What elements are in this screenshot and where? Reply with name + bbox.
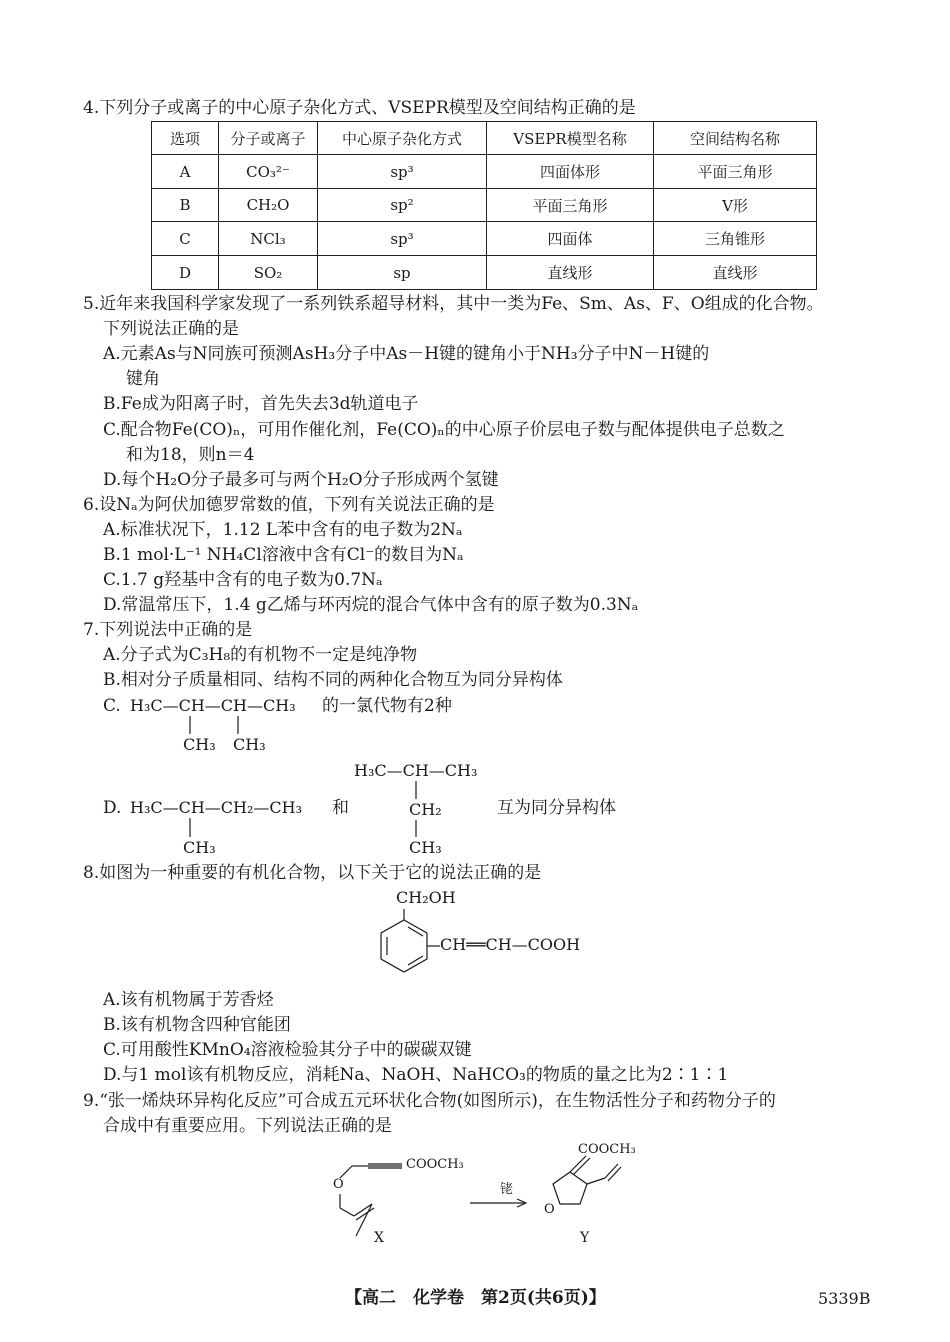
q5-stem-line1: 5.近年来我国科学家发现了一系列铁系超导材料，其中一类为Fe、Sm、As、F、O组成的化合物。 (83, 294, 824, 314)
q9-y-label: Y (580, 1230, 590, 1246)
q9-y-oxygen: O (544, 1202, 555, 1217)
q4-cell-vsepr: 四面体 (487, 222, 654, 256)
q4-cell-vsepr: 平面三角形 (487, 189, 654, 222)
q4-cell-vsepr: 直线形 (487, 256, 654, 290)
q9-y-ring (553, 1172, 587, 1204)
q4-header-option: 选项 (152, 122, 219, 155)
q4-cell-opt: B (152, 189, 219, 222)
q7-d-suffix: 互为同分异构体 (497, 798, 616, 818)
q4-header-shape: 空间结构名称 (654, 122, 817, 155)
q7-d-structure-2-top: H₃C—CH—CH₃ (354, 761, 478, 780)
q9-x-bond-chain (340, 1208, 354, 1216)
q8-option-a: A.该有机物属于芳香烃 (103, 990, 274, 1010)
q9-stem-line1: 9.“张一烯炔环异构化反应”可合成五元环状化合物(如图所示)，在生物活性分子和药物分子的 (83, 1091, 776, 1111)
q5-option-c: C.配合物Fe(CO)ₙ，可用作催化剂，Fe(CO)ₙ的中心原子价层电子数与配体提供电子总数之 (103, 420, 785, 440)
q8-benzene-ring (381, 920, 427, 972)
q4-cell-species: CH₂O (219, 189, 318, 222)
q9-y-ester-label: COOCH₃ (578, 1142, 636, 1157)
q4-stem: 4.下列分子或离子的中心原子杂化方式、VSEPR模型及空间结构正确的是 (83, 98, 636, 118)
q4-cell-shape: 三角锥形 (654, 222, 817, 256)
q6-option-c: C.1.7 g羟基中含有的电子数为0.7Nₐ (103, 570, 383, 590)
q4-cell-hybrid: sp³ (318, 222, 487, 256)
q7-c-suffix: 的一氯代物有2种 (322, 696, 452, 716)
q9-stem-line2: 合成中有重要应用。下列说法正确的是 (103, 1116, 392, 1136)
q4-header-hybrid: 中心原子杂化方式 (318, 122, 487, 155)
q4-cell-hybrid: sp² (318, 189, 487, 222)
q4-header-vsepr: VSEPR模型名称 (487, 122, 654, 155)
q9-catalyst-label: 铑 (500, 1182, 514, 1197)
q4-cell-species: SO₂ (219, 256, 318, 290)
q7-d-structure-2-bot: CH₃ (409, 838, 442, 857)
q4-cell-shape: 平面三角形 (654, 155, 817, 189)
q7-c-structure-chain: H₃C—CH—CH—CH₃ (130, 696, 296, 715)
q8-option-b: B.该有机物含四种官能团 (103, 1015, 291, 1035)
q8-ring-double-2 (408, 927, 423, 936)
q6-stem: 6.设Nₐ为阿伏加德罗常数的值，下列有关说法正确的是 (83, 495, 495, 515)
q4-header-species: 分子或离子 (219, 122, 318, 155)
q9-y-vinyl-1 (587, 1178, 605, 1184)
q7-option-c-label: C. (103, 696, 121, 716)
q7-d-and: 和 (332, 798, 349, 818)
q5-option-d: D.每个H₂O分子最多可与两个H₂O分子形成两个氢键 (103, 470, 499, 490)
q7-c-methyl-2: CH₃ (233, 735, 266, 754)
q5-option-b: B.Fe成为阳离子时，首先失去3d轨道电子 (103, 394, 419, 414)
q9-x-label: X (374, 1230, 384, 1246)
footer-exam-code: 5339B (818, 1289, 871, 1308)
q5-option-a: A.元素As与N同族可预测AsH₃分子中As－H键的键角小于NH₃分子中N－H键的 (103, 344, 710, 364)
q4-cell-vsepr: 四面体形 (487, 155, 654, 189)
q8-option-d: D.与1 mol该有机物反应，消耗Na、NaOH、NaHCO₃的物质的量之比为2∶1∶1 (103, 1065, 729, 1085)
q4-cell-opt: A (152, 155, 219, 189)
q6-option-d: D.常温常压下，1.4 g乙烯与环丙烷的混合气体中含有的原子数为0.3Nₐ (103, 595, 639, 615)
q7-stem: 7.下列说法中正确的是 (83, 620, 253, 640)
q7-option-a: A.分子式为C₃H₈的有机物不一定是纯净物 (103, 645, 418, 665)
q8-option-c: C.可用酸性KMnO₄溶液检验其分子中的碳碳双键 (103, 1040, 472, 1060)
q4-cell-species: NCl₃ (219, 222, 318, 256)
q8-stem: 8.如图为一种重要的有机化合物，以下关于它的说法正确的是 (83, 863, 542, 883)
q6-option-b: B.1 mol·L⁻¹ NH₄Cl溶液中含有Cl⁻的数目为Nₐ (103, 545, 464, 565)
q8-side-chain-label: CH══CH—COOH (440, 935, 581, 954)
q7-d-structure-2-mid: CH₂ (409, 800, 442, 819)
q9-x-ester-label: COOCH₃ (406, 1157, 464, 1172)
q7-d-structure-1-methyl: CH₃ (183, 838, 216, 857)
q4-cell-opt: D (152, 256, 219, 290)
q4-cell-opt: C (152, 222, 219, 256)
footer-page-info: 【高二 化学卷 第2页(共6页)】 (345, 1288, 606, 1308)
q7-c-methyl-1: CH₃ (183, 735, 216, 754)
q6-option-a: A.标准状况下，1.12 L苯中含有的电子数为2Nₐ (103, 520, 463, 540)
q9-y-vinyl-2 (605, 1164, 618, 1178)
q7-option-d-label: D. (103, 798, 122, 818)
q8-ch2oh-label: CH₂OH (396, 888, 456, 907)
q5-option-c-cont: 和为18，则n＝4 (126, 445, 255, 465)
q7-option-b: B.相对分子质量相同、结构不同的两种化合物互为同分异构体 (103, 670, 563, 690)
q9-x-oxygen: O (333, 1177, 344, 1192)
q4-cell-species: CO₃²⁻ (219, 155, 318, 189)
q9-x-bond-o-ch2 (340, 1166, 352, 1178)
q4-cell-shape: V形 (654, 189, 817, 222)
q9-y-vinyl-double (608, 1167, 621, 1181)
q5-option-a-cont: 键角 (126, 369, 160, 389)
q4-cell-hybrid: sp (318, 256, 487, 290)
q5-stem-line2: 下列说法正确的是 (103, 319, 239, 339)
q8-ring-double-3 (408, 956, 423, 965)
q4-cell-hybrid: sp³ (318, 155, 487, 189)
q7-d-structure-1-chain: H₃C—CH—CH₂—CH₃ (130, 798, 303, 817)
q4-cell-shape: 直线形 (654, 256, 817, 290)
